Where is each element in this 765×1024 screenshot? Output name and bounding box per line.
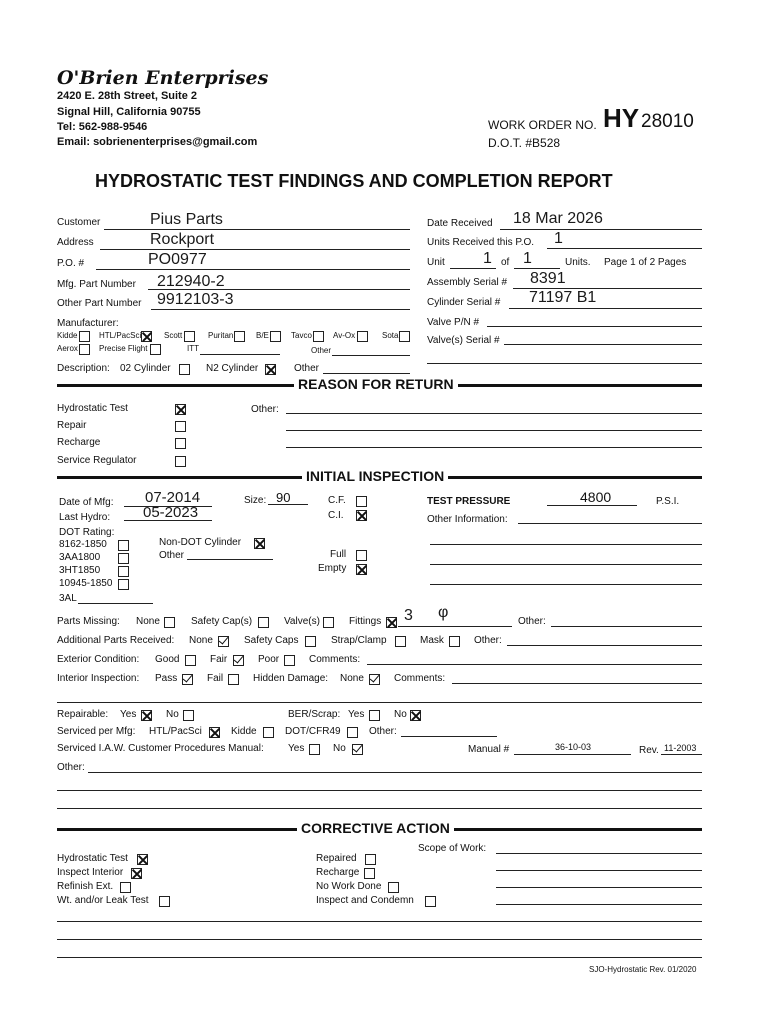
repairable-no-label: No <box>166 709 179 720</box>
ext-fair-label: Fair <box>210 654 228 665</box>
po-label: P.O. # <box>57 258 85 269</box>
company-logo: O'Brien Enterprises <box>57 67 269 89</box>
mfr-htl-checkbox[interactable] <box>141 331 152 342</box>
ap-other-label: Other: <box>474 635 502 646</box>
ber-yes-label: Yes <box>348 709 365 720</box>
dot-8162-label: 8162-1850 <box>59 539 107 550</box>
desc-n2-label: N2 Cylinder <box>206 363 259 374</box>
ci-checkbox[interactable] <box>356 510 367 521</box>
date-mfg-label: Date of Mfg: <box>59 497 114 508</box>
reason-section-title: REASON FOR RETURN <box>294 376 458 392</box>
sm-kidde-checkbox[interactable] <box>263 727 274 738</box>
ca-hydro-label: Hydrostatic Test <box>57 853 128 864</box>
reason-hydro-label: Hydrostatic Test <box>57 403 128 414</box>
ext-good-checkbox[interactable] <box>185 655 196 666</box>
mfr-kidde-checkbox[interactable] <box>79 331 90 342</box>
mfr-kidde-label: Kidde <box>57 331 78 340</box>
reason-repair-checkbox[interactable] <box>175 421 186 432</box>
dot-number: D.O.T. #B528 <box>488 136 561 150</box>
other-part-field[interactable]: 9912103-3 <box>157 291 234 308</box>
ap-mask-label: Mask <box>420 635 444 646</box>
ca-leak-test-label: Wt. and/or Leak Test <box>57 895 149 906</box>
pm-other-label: Other: <box>518 616 546 627</box>
of-field[interactable]: 1 <box>523 250 532 267</box>
ca-hydro-checkbox[interactable] <box>137 854 148 865</box>
units-received-field[interactable]: 1 <box>554 230 563 247</box>
int-pass-checkbox[interactable] <box>182 674 193 685</box>
reason-recharge-label: Recharge <box>57 437 101 448</box>
sm-dot-checkbox[interactable] <box>347 727 358 738</box>
ca-no-work-label: No Work Done <box>316 881 382 892</box>
mfr-scott-checkbox[interactable] <box>184 331 195 342</box>
date-received-field[interactable]: 18 Mar 2026 <box>513 210 603 227</box>
last-hydro-label: Last Hydro: <box>59 512 111 523</box>
mfr-itt-label: ITT <box>187 344 199 353</box>
sm-htl-label: HTL/PacSci <box>149 726 202 737</box>
serviced-iaw-label: Serviced I.A.W. Customer Procedures Manual: <box>57 743 264 754</box>
footer-revision: SJO-Hydrostatic Rev. 01/2020 <box>589 965 697 974</box>
mfr-htl-label: HTL/PacSci <box>99 331 142 340</box>
pm-valves-checkbox[interactable] <box>323 617 334 628</box>
dot-3ht-label: 3HT1850 <box>59 565 101 576</box>
ext-poor-checkbox[interactable] <box>284 655 295 666</box>
manual-field[interactable]: 36-10-03 <box>555 742 592 752</box>
of-label: of <box>501 257 510 268</box>
ca-repaired-label: Repaired <box>316 853 357 864</box>
unit-field[interactable]: 1 <box>483 250 492 267</box>
mfr-precise-label: Precise Flight <box>99 344 148 353</box>
ca-refinish-label: Refinish Ext. <box>57 881 114 892</box>
scope-label: Scope of Work: <box>418 843 487 854</box>
company-address-1: 2420 E. 28th Street, Suite 2 <box>57 90 198 102</box>
pm-fittings-mark: φ <box>438 604 449 621</box>
mfr-tavco-checkbox[interactable] <box>313 331 324 342</box>
ca-recharge-checkbox[interactable] <box>364 868 375 879</box>
reason-hydro-checkbox[interactable] <box>175 404 186 415</box>
ap-none-checkbox[interactable] <box>218 636 229 647</box>
ber-no-checkbox[interactable] <box>410 710 421 721</box>
parts-missing-label: Parts Missing: <box>57 616 120 627</box>
empty-label: Empty <box>318 563 347 574</box>
ber-no-label: No <box>394 709 407 720</box>
ca-inspect-interior-label: Inspect Interior <box>57 867 124 878</box>
customer-field[interactable]: Pius Parts <box>150 211 223 228</box>
assembly-serial-label: Assembly Serial # <box>427 277 508 288</box>
mfr-tavco-label: Tavco <box>291 331 312 340</box>
mfr-scott-label: Scott <box>164 331 183 340</box>
int-none-label: None <box>340 673 364 684</box>
ext-fair-checkbox[interactable] <box>233 655 244 666</box>
size-field[interactable]: 90 <box>276 490 291 505</box>
iaw-yes-checkbox[interactable] <box>309 744 320 755</box>
ap-strap-label: Strap/Clamp <box>331 635 387 646</box>
reason-regulator-checkbox[interactable] <box>175 456 186 467</box>
desc-other-label: Other <box>294 363 320 374</box>
dot-rating-label: DOT Rating: <box>59 527 115 538</box>
pm-none-label: None <box>136 616 160 627</box>
mfr-avox-label: Av-Ox <box>333 331 356 340</box>
full-checkbox[interactable] <box>356 550 367 561</box>
int-pass-label: Pass <box>155 673 178 684</box>
dot-3aa-checkbox[interactable] <box>118 553 129 564</box>
mfg-part-field[interactable]: 212940-2 <box>157 273 225 290</box>
dot-10945-label: 10945-1850 <box>59 578 113 589</box>
cylinder-serial-label: Cylinder Serial # <box>427 297 501 308</box>
empty-checkbox[interactable] <box>356 564 367 575</box>
page-indicator: Page 1 of 2 Pages <box>604 257 687 268</box>
assembly-serial-field[interactable]: 8391 <box>530 270 566 287</box>
reason-regulator-label: Service Regulator <box>57 455 137 466</box>
int-comments-label: Comments: <box>394 673 446 684</box>
mfr-precise-checkbox[interactable] <box>150 344 161 355</box>
inspection-section-title: INITIAL INSPECTION <box>302 468 448 484</box>
additional-parts-label: Additional Parts Received: <box>57 635 175 646</box>
pm-fittings-count[interactable]: 3 <box>404 607 413 624</box>
rev-label: Rev. <box>639 745 659 756</box>
pm-none-checkbox[interactable] <box>164 617 175 628</box>
mfr-be-checkbox[interactable] <box>270 331 281 342</box>
ca-repaired-checkbox[interactable] <box>365 854 376 865</box>
full-label: Full <box>330 549 347 560</box>
company-email: Email: sobrienenterprises@gmail.com <box>57 136 258 148</box>
reason-other-label: Other: <box>251 404 279 415</box>
other-label: Other: <box>57 762 85 773</box>
ca-condemn-label: Inspect and Condemn <box>316 895 414 906</box>
dot-3al-label: 3AL <box>59 593 77 604</box>
iaw-no-checkbox[interactable] <box>352 744 363 755</box>
pm-fittings-label: Fittings <box>349 616 382 627</box>
int-none-checkbox[interactable] <box>369 674 380 685</box>
last-hydro-field[interactable]: 05-2023 <box>143 504 199 521</box>
date-received-label: Date Received <box>427 218 493 229</box>
ext-poor-label: Poor <box>258 654 280 665</box>
iaw-no-label: No <box>333 743 346 754</box>
mfr-sota-checkbox[interactable] <box>399 331 410 342</box>
units-label: Units. <box>565 257 591 268</box>
work-order-prefix: HY <box>603 103 640 133</box>
repairable-label: Repairable: <box>57 709 109 720</box>
dot-8162-checkbox[interactable] <box>118 540 129 551</box>
customer-label: Customer <box>57 217 101 228</box>
work-order-number: 28010 <box>641 111 694 132</box>
psi-label: P.S.I. <box>656 496 680 507</box>
repairable-yes-label: Yes <box>120 709 137 720</box>
mfr-be-label: B/E <box>256 331 269 340</box>
dot-10945-checkbox[interactable] <box>118 579 129 590</box>
valve-pn-label: Valve P/N # <box>427 317 480 328</box>
non-dot-checkbox[interactable] <box>254 538 265 549</box>
int-hidden-label: Hidden Damage: <box>253 673 329 684</box>
mfr-aerox-checkbox[interactable] <box>79 344 90 355</box>
manual-label: Manual # <box>468 744 510 755</box>
valve-serial-label: Valve(s) Serial # <box>427 335 500 346</box>
desc-o2-checkbox[interactable] <box>179 364 190 375</box>
unit-label: Unit <box>427 257 445 268</box>
ca-leak-test-checkbox[interactable] <box>159 896 170 907</box>
pm-valves-label: Valve(s) <box>284 616 320 627</box>
repairable-no-checkbox[interactable] <box>183 710 194 721</box>
ca-condemn-checkbox[interactable] <box>425 896 436 907</box>
company-tel: Tel: 562-988-9546 <box>57 121 148 133</box>
ca-recharge-label: Recharge <box>316 867 360 878</box>
mfr-other-label: Other <box>311 346 332 355</box>
pm-fittings-checkbox[interactable] <box>386 617 397 628</box>
sm-dot-label: DOT/CFR49 <box>285 726 341 737</box>
other-part-label: Other Part Number <box>57 298 142 309</box>
rev-field[interactable]: 11-2003 <box>664 743 697 753</box>
mfr-puritan-label: Puritan <box>208 331 234 340</box>
interior-label: Interior Inspection: <box>57 673 140 684</box>
ext-comments-label: Comments: <box>309 654 361 665</box>
test-pressure-field[interactable]: 4800 <box>580 489 612 505</box>
dot-3aa-label: 3AA1800 <box>59 552 101 563</box>
description-label: Description: <box>57 363 110 374</box>
sm-kidde-label: Kidde <box>231 726 257 737</box>
mfr-puritan-checkbox[interactable] <box>234 331 245 342</box>
ext-good-label: Good <box>155 654 180 665</box>
size-label: Size: <box>244 495 267 506</box>
mfg-part-label: Mfg. Part Number <box>57 279 136 290</box>
test-pressure-label: TEST PRESSURE <box>427 496 511 507</box>
corrective-section-title: CORRECTIVE ACTION <box>297 820 454 836</box>
mfr-sota-label: Sota <box>382 331 399 340</box>
work-order-label: WORK ORDER NO. <box>488 118 597 132</box>
iaw-yes-label: Yes <box>288 743 305 754</box>
pm-safety-checkbox[interactable] <box>258 617 269 628</box>
ap-safety-label: Safety Caps <box>244 635 299 646</box>
company-address-2: Signal Hill, California 90755 <box>57 106 201 118</box>
sm-other-label: Other: <box>369 726 397 737</box>
int-fail-checkbox[interactable] <box>228 674 239 685</box>
reason-recharge-checkbox[interactable] <box>175 438 186 449</box>
int-fail-label: Fail <box>207 673 224 684</box>
ca-inspect-interior-checkbox[interactable] <box>131 868 142 879</box>
cf-checkbox[interactable] <box>356 496 367 507</box>
cylinder-serial-field[interactable]: 71197 B1 <box>529 289 597 306</box>
pm-safety-label: Safety Cap(s) <box>191 616 253 627</box>
dot-3ht-checkbox[interactable] <box>118 566 129 577</box>
ca-refinish-checkbox[interactable] <box>120 882 131 893</box>
sm-htl-checkbox[interactable] <box>209 727 220 738</box>
serviced-mfg-label: Serviced per Mfg: <box>57 726 136 737</box>
units-received-label: Units Received this P.O. <box>427 237 535 248</box>
inspection-other-label: Other <box>159 550 185 561</box>
manufacturer-label: Manufacturer: <box>57 318 119 329</box>
cf-label: C.F. <box>328 495 346 506</box>
repairable-yes-checkbox[interactable] <box>141 710 152 721</box>
ap-strap-checkbox[interactable] <box>395 636 406 647</box>
desc-o2-label: 02 Cylinder <box>120 363 171 374</box>
ap-none-label: None <box>189 635 213 646</box>
ber-label: BER/Scrap: <box>288 709 341 720</box>
desc-n2-checkbox[interactable] <box>265 364 276 375</box>
ca-no-work-checkbox[interactable] <box>388 882 399 893</box>
other-info-label: Other Information: <box>427 514 508 525</box>
mfr-avox-checkbox[interactable] <box>357 331 368 342</box>
address-field[interactable]: Rockport <box>150 231 215 248</box>
mfr-aerox-label: Aerox <box>57 344 78 353</box>
address-label: Address <box>57 237 94 248</box>
date-mfg-field[interactable]: 07-2014 <box>145 489 201 506</box>
page-title: HYDROSTATIC TEST FINDINGS AND COMPLETION REPORT <box>95 171 613 191</box>
exterior-label: Exterior Condition: <box>57 654 140 665</box>
reason-repair-label: Repair <box>57 420 87 431</box>
ap-mask-checkbox[interactable] <box>449 636 460 647</box>
ap-safety-checkbox[interactable] <box>305 636 316 647</box>
po-field[interactable]: PO0977 <box>148 251 207 268</box>
ci-label: C.I. <box>328 510 344 521</box>
non-dot-label: Non-DOT Cylinder <box>159 537 242 548</box>
ber-yes-checkbox[interactable] <box>369 710 380 721</box>
